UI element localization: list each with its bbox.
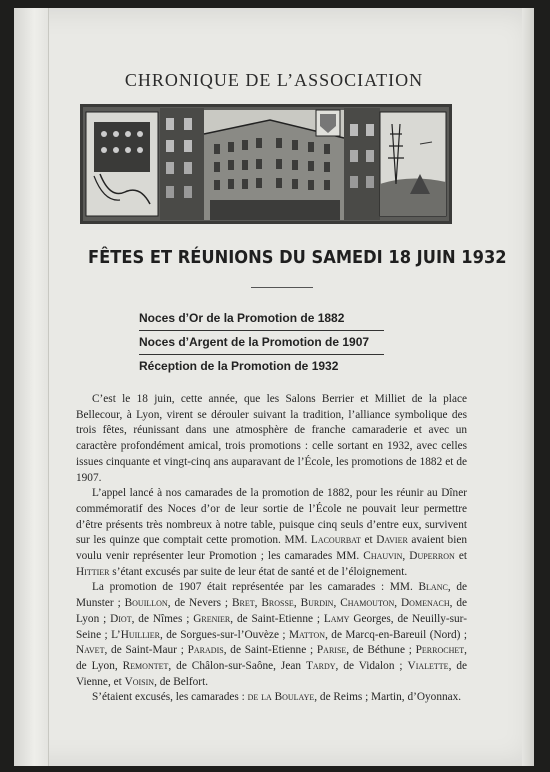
paragraph-2: [76, 486, 467, 580]
subtitle-3: Réception de la Promotion de 1932: [139, 359, 339, 373]
subtitle-2: Noces d’Argent de la Promotion de 1907: [139, 335, 370, 349]
text-run: , de Sorgues-sur-l’Ouvèze ;: [159, 628, 289, 641]
person-name: Hittier: [76, 565, 110, 578]
text-run: , de Nevers ;: [167, 597, 232, 610]
subtitle-1: Noces d’Or de la Promotion de 1882: [139, 311, 345, 325]
subtitle-rule: [139, 354, 384, 355]
person-name: Domenach: [401, 597, 450, 610]
paragraph-2-text: L’appel lancé à nos camarades de la promotion de 1882, pour les réunir au Dîner commémoratif des Noces d’or de leur sortie de l’École ne pouvait leur permettre d’être présents très nombreux à notre table, puisque cinq seuls d’entre eux, survivent sur les quinze que comptait cette promotion. MM.: [76, 487, 467, 547]
page-edge: [522, 8, 534, 766]
text-run: ,: [293, 597, 301, 610]
paragraph-3: [76, 580, 467, 690]
person-name: Bret: [231, 597, 255, 610]
paragraph-2-text: avaient bien voulu venir représenter leur Promotion ; les camarades MM.: [76, 534, 467, 563]
text-run: , de Marcq-en-Bareuil (Nord) ;: [325, 628, 467, 641]
person-name: Voisin: [124, 675, 155, 688]
page-binding-shadow: [14, 8, 49, 766]
text-run: , de Saint-Maur ;: [104, 644, 188, 657]
person-name: Bouillon: [124, 597, 168, 610]
person-name: Brosse: [261, 597, 294, 610]
person-name: Matton: [288, 628, 326, 641]
text-run: , de Lyon ;: [76, 597, 468, 625]
text-run: , de Nîmes ;: [131, 612, 194, 625]
text-run: , de Béthune ;: [346, 644, 416, 657]
page: [14, 8, 534, 766]
person-name: Parise: [316, 644, 347, 657]
paragraph-4: [76, 690, 467, 706]
person-name: Grenier: [193, 612, 231, 625]
engraved-banner-image: [80, 104, 452, 224]
text-run: Georges, de Neuilly-sur-Seine ;: [76, 612, 467, 641]
person-name: Vialette: [407, 659, 449, 672]
text-run: S’étaient excusés, les camarades :: [92, 691, 248, 704]
paragraph-1: C’est le 18 juin, cette année, que les Salons Berrier et Milliet de la place Bellecour, à Lyon, virent se dérouler suivant la tradition, l’alliance symbolique des trois fêtes, réunissant dans une atmosphère de franche camaraderie et avec un caractère profondément amical, trois promotions : celle sortant en 1932, avec celles issues cinquante et vingt-cinq ans auparavant de l’École, les promotions de 1882 et de 1907.: [76, 393, 467, 484]
text-run: , de Saint-Etienne ;: [223, 644, 317, 657]
paragraph-2-text: ,: [402, 550, 410, 563]
person-name: de la Boulaye: [247, 691, 315, 704]
person-name: Lacourbat: [310, 534, 361, 547]
person-name: Remontet: [122, 659, 169, 672]
text-run: , de Belfort.: [154, 675, 209, 688]
text-run: , de Reims ; Martin, d’Oyonnax.: [314, 691, 462, 704]
text-run: , de Vidalon ;: [335, 659, 408, 672]
article-title: FÊTES ET RÉUNIONS DU SAMEDI 18 JUIN 1932: [88, 248, 507, 268]
text-run: ,: [333, 597, 341, 610]
section-heading: CHRONIQUE DE L’ASSOCIATION: [124, 70, 424, 90]
person-name: Chamouton: [340, 597, 395, 610]
person-name: Tardy: [305, 659, 336, 672]
person-name: Davier: [376, 534, 408, 547]
person-name: Navet: [76, 644, 105, 657]
person-name: Duperron: [409, 550, 455, 563]
person-name: Lamy: [323, 612, 350, 625]
person-name: Perrochet: [415, 644, 465, 657]
person-name: Chauvin: [363, 550, 403, 563]
paragraph-2-text: et: [454, 550, 468, 563]
text-run: , de Vienne, et: [76, 659, 468, 688]
text-run: , de Lyon,: [76, 644, 467, 672]
text-run: , de Munster ;: [76, 581, 467, 610]
person-name: Burdin: [300, 597, 334, 610]
person-name: Diot: [110, 612, 132, 625]
paragraph-2-text: s’étant excusés par suite de leur état de santé et de l’éloignement.: [109, 565, 408, 578]
text-run: La promotion de 1907 était représentée par les camarades : MM.: [92, 581, 419, 594]
text-run: , de Châlon-sur-Saône, Jean: [168, 659, 306, 672]
text-run: ,: [254, 597, 262, 610]
text-run: ,: [394, 597, 402, 610]
title-divider: [251, 287, 313, 288]
paragraph-2-text: et: [360, 534, 377, 547]
person-name: L’Huillier: [111, 628, 160, 641]
text-run: , de Saint-Etienne ;: [230, 612, 324, 625]
subtitle-rule: [139, 330, 384, 331]
article-body: [76, 392, 467, 706]
person-name: Paradis: [187, 644, 224, 657]
person-name: Blanc: [418, 581, 448, 594]
